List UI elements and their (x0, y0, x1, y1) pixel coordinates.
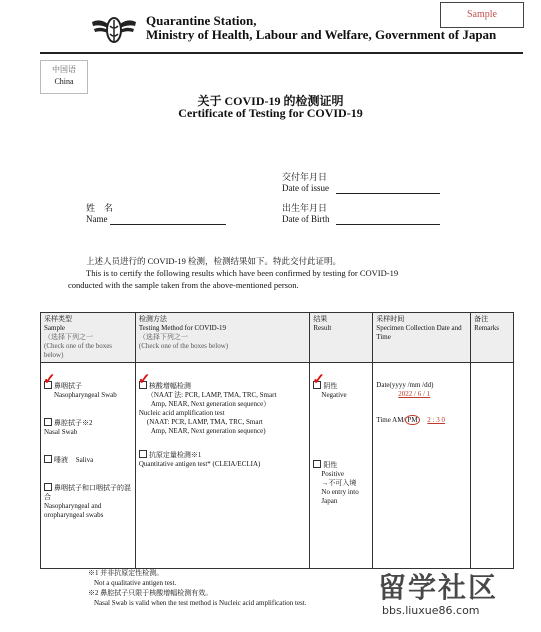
country-zh: 中国语 (52, 65, 76, 74)
sample-3-zh: 鼻咽拭子和口咽拭子的混合 (44, 484, 131, 501)
positive-note-en-2: Japan (321, 497, 338, 505)
positive-note-en-1: No entry into (321, 488, 359, 496)
naat-zh: 核酸增幅检测 (148, 382, 191, 390)
issue-date-label-en: Date of issue (282, 183, 329, 193)
org-line-1: Quarantine Station, (146, 13, 257, 28)
statement-en-1: This is to certify the following results which have been confirmed by testing for COVID-19 (86, 268, 399, 278)
positive-en: Positive (321, 470, 344, 478)
statement-zh: 上述人员进行的 COVID-19 检测，检测结果如下。特此交付此证明。 (86, 256, 341, 266)
name-label-en: Name (86, 214, 108, 224)
result-header (310, 313, 373, 363)
collection-time-label: Time AM/ (376, 416, 406, 424)
remarks-header-zh: 备注 (474, 315, 489, 323)
sample-header-zh: 采样类型 (44, 315, 72, 323)
name-field (86, 203, 113, 225)
footnote-1-zh: ※1 并非抗原定性检测。 (88, 569, 164, 577)
positive-note-zh: →不可入境 (321, 479, 357, 487)
site-watermark (372, 566, 532, 622)
sample-note-zh: （选择下列之一 (44, 333, 93, 341)
antigen-en: Quantitative antigen test* (CLEIA/ECLIA) (138, 460, 261, 468)
watermark-url: bbs.liuxue86.com (382, 604, 480, 617)
remarks-cell (471, 363, 514, 569)
sample-1-en: Nasal Swab (44, 428, 78, 436)
remarks-header-en: Remarks (474, 324, 499, 332)
statement-en-2: conducted with the sample taken from the above-mentioned person. (68, 280, 299, 290)
results-table (40, 312, 514, 569)
issue-date-field (282, 172, 329, 194)
result-option-negative (313, 381, 369, 400)
header-divider (40, 52, 523, 54)
sample-stamp: Sample (440, 2, 524, 28)
sample-2-zh: 唾液 (54, 456, 68, 464)
collection-time-pm: PM (407, 416, 418, 424)
method-header (135, 313, 310, 363)
naat-checkbox[interactable] (139, 381, 147, 389)
footnote-2-en: Nasal Swab is valid when the test method is Nucleic acid amplification test. (94, 599, 307, 607)
org-line-2: Ministry of Health, Labour and Welfare, Government of Japan (146, 27, 497, 42)
antigen-checkbox[interactable] (139, 450, 147, 458)
remarks-header (471, 313, 514, 363)
sample-header (41, 313, 136, 363)
mixed-swab-checkbox[interactable] (44, 483, 52, 491)
sample-option-nasal (44, 418, 132, 437)
certificate-title-en: Certificate of Testing for COVID-19 (178, 106, 363, 120)
result-header-en: Result (313, 324, 332, 332)
nasopharyngeal-checkbox[interactable] (44, 381, 52, 389)
name-label-zh: 姓 名 (86, 203, 114, 213)
naat-line-5: Amp, NEAR, Next generation sequence) (150, 427, 266, 435)
positive-checkbox[interactable] (313, 460, 321, 468)
ministry-emblem-icon (90, 14, 138, 48)
sample-2-en: Saliva (75, 456, 94, 464)
country-en: China (54, 77, 74, 86)
sample-0-zh: 鼻咽拭子 (54, 382, 82, 390)
table-header-row (41, 313, 514, 363)
naat-line-1: （NAAT 法: PCR, LAMP, TMA, TRC, Smart (146, 391, 277, 399)
issue-date-line (336, 193, 440, 194)
sample-option-saliva (44, 455, 132, 465)
result-header-zh: 结果 (313, 315, 328, 323)
birth-date-label-en: Date of Birth (282, 214, 330, 224)
sample-note-en: (Check one of the boxes below) (44, 342, 113, 359)
collection-date-label: Date(yyyy /mm /dd) (376, 381, 434, 389)
method-cell (135, 363, 310, 569)
method-note-zh: （选择下列之一 (138, 333, 188, 341)
sample-option-mixed (44, 483, 132, 520)
birth-date-field (282, 203, 330, 225)
watermark-text: 留学社区 (378, 571, 499, 604)
collection-header (373, 313, 471, 363)
sample-1-zh: 鼻腔拭子※2 (54, 419, 93, 427)
sample-3-en: Nasopharyngeal and oropharyngeal swabs (44, 502, 104, 519)
method-header-en: Testing Method for COVID-19 (138, 324, 227, 332)
positive-zh: 阳性 (323, 461, 338, 469)
name-line (110, 224, 226, 225)
sample-0-en: Nasopharyngeal Swab (54, 391, 117, 399)
certificate-title-zh: 关于 COVID-19 的检测证明 (197, 94, 344, 108)
birth-date-label-zh: 出生年月日 (282, 203, 328, 213)
method-option-antigen (139, 450, 307, 469)
negative-checkbox[interactable] (313, 381, 321, 389)
sample-header-en: Sample (44, 324, 65, 332)
method-header-zh: 检测方法 (138, 315, 167, 323)
country-label-box (40, 60, 88, 94)
birth-date-line (336, 224, 440, 225)
sample-option-nasopharyngeal (44, 381, 132, 400)
collection-cell (373, 363, 471, 569)
collection-date-value: 2022 / 6 / 1 (398, 390, 431, 398)
certification-statement (68, 255, 482, 291)
collection-time-value: 2 : 3 0 (427, 416, 445, 424)
negative-zh: 阴性 (323, 382, 338, 390)
issue-date-label-zh: 交付年月日 (282, 172, 328, 182)
naat-line-4: (NAAT: PCR, LAMP, TMA, TRC, Smart (146, 418, 263, 426)
antigen-zh: 抗原定量检测※1 (148, 451, 202, 459)
nasal-swab-checkbox[interactable] (44, 418, 52, 426)
footnotes (88, 568, 306, 608)
method-option-naat (139, 381, 307, 436)
collection-header-en: Specimen Collection Date and Time (376, 324, 462, 341)
footnote-1-en: Not a qualitative antigen test. (94, 579, 177, 587)
table-body-row (41, 363, 514, 569)
saliva-checkbox[interactable] (44, 455, 52, 463)
naat-line-3: Nucleic acid amplification test (138, 409, 225, 417)
result-option-positive (313, 460, 369, 506)
method-note-en: (Check one of the boxes below) (138, 342, 229, 350)
collection-header-zh: 采样时间 (376, 315, 405, 323)
naat-line-2: Amp, NEAR, Next generation sequence） (150, 400, 271, 408)
collection-time (376, 415, 467, 425)
sample-cell (41, 363, 136, 569)
result-cell (310, 363, 373, 569)
footnote-2-zh: ※2 鼻腔拭子只限于核酸增幅检测有效。 (88, 589, 213, 597)
negative-en: Negative (321, 391, 347, 399)
